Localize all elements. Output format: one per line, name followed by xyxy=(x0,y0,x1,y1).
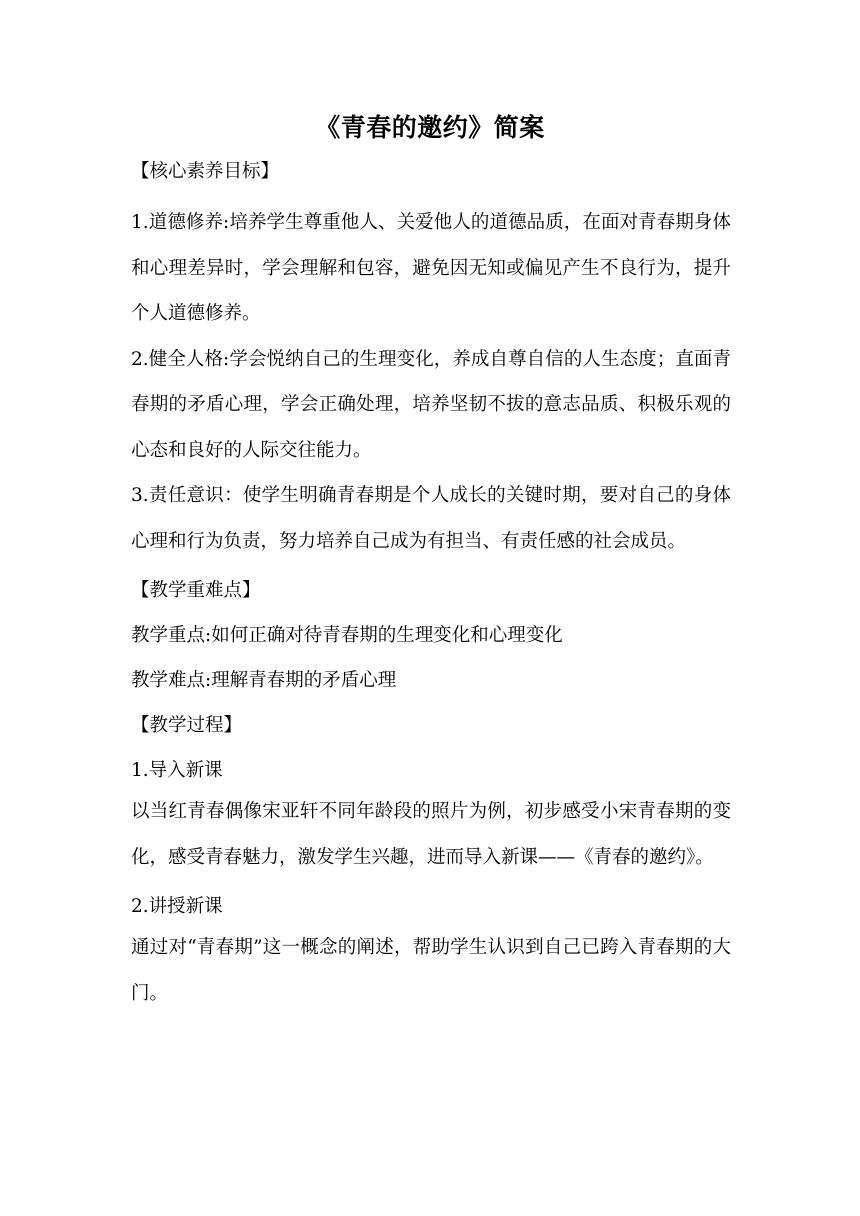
process-step-1-text: 以当红青春偶像宋亚轩不同年龄段的照片为例，初步感受小宋青春期的变化，感受青春魅力，激发学生兴趣，进而导入新课——《青春的邀约》。 xyxy=(131,801,731,868)
goal-item-2: 2.健全人格:学会悦纳自己的生理变化，养成自尊自信的人生态度；直面青春期的矛盾心理，学会正确处理，培养坚韧不拔的意志品质、积极乐观的心态和良好的人际交往能力。 xyxy=(131,348,731,461)
process-step-2-title: 2.讲授新课 xyxy=(131,896,223,917)
goal-item-1: 1.道德修养:培养学生尊重他人、关爱他人的道德品质，在面对青春期身体和心理差异时，学会理解和包容，避免因无知或偏见产生不良行为，提升个人道德修养。 xyxy=(131,212,731,324)
process-step-2-text: 通过对“青春期”这一概念的阐述，帮助学生认识到自己已跨入青春期的大门。 xyxy=(131,937,731,1004)
teaching-difficulty: 教学难点:理解青春期的矛盾心理 xyxy=(131,670,397,691)
goal-item-3: 3.责任意识：使学生明确青春期是个人成长的关键时期，要对自己的身体心理和行为负责，努力培养自己成为有担当、有责任感的社会成员。 xyxy=(131,485,731,552)
section-heading-core-goals: 【核心素养目标】 xyxy=(131,161,280,182)
section-heading-key-points: 【教学重难点】 xyxy=(131,580,261,601)
document-title: 《青春的邀约》简案 xyxy=(315,113,545,142)
document-body xyxy=(131,154,731,1016)
process-step-1-title: 1.导入新课 xyxy=(131,760,223,781)
section-heading-process: 【教学过程】 xyxy=(131,715,243,736)
teaching-focus: 教学重点:如何正确对待青春期的生理变化和心理变化 xyxy=(131,625,563,646)
